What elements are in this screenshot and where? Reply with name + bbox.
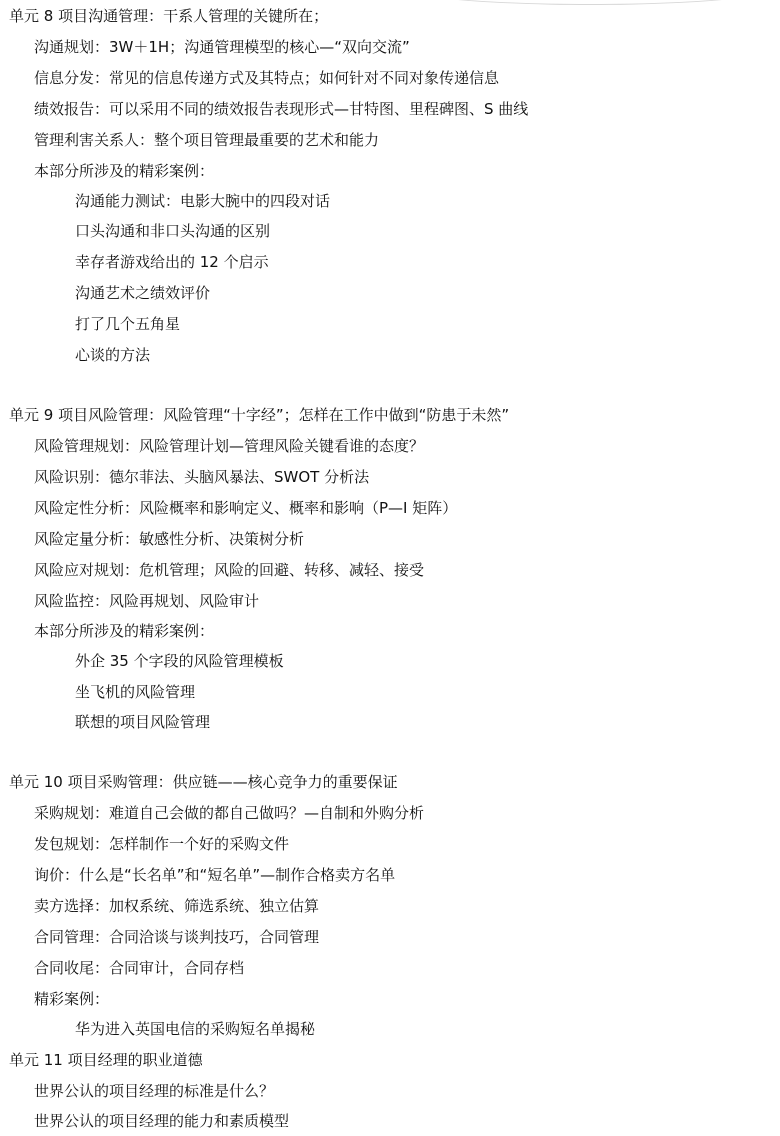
unit-item: 合同收尾：合同审计，合同存档 [34, 959, 245, 977]
unit-item: 风险定量分析：敏感性分析、决策树分析 [34, 530, 305, 548]
unit-item: 世界公认的项目经理的能力和素质模型 [34, 1112, 290, 1130]
case-item: 打了几个五角星 [75, 315, 181, 333]
unit-item: 绩效报告：可以采用不同的绩效报告表现形式—甘特图、里程碑图、S 曲线 [34, 100, 529, 118]
unit-item: 卖方选择：加权系统、筛选系统、独立估算 [34, 897, 320, 915]
case-item: 幸存者游戏给出的 12 个启示 [75, 253, 269, 271]
case-item: 口头沟通和非口头沟通的区别 [75, 222, 271, 240]
unit-item: 管理利害关系人：整个项目管理最重要的艺术和能力 [34, 131, 380, 149]
unit-item: 风险应对规划：危机管理；风险的回避、转移、减轻、接受 [34, 561, 425, 579]
unit-item: 风险管理规划：风险管理计划—管理风险关键看谁的态度？ [34, 437, 425, 455]
case-item: 坐飞机的风险管理 [75, 683, 196, 701]
case-item: 沟通艺术之绩效评价 [75, 284, 211, 302]
case-item: 外企 35 个字段的风险管理模板 [75, 652, 284, 670]
case-item: 联想的项目风险管理 [75, 713, 211, 731]
unit-item: 风险定性分析：风险概率和影响定义、概率和影响（P—I 矩阵） [34, 499, 458, 517]
case-item: 心谈的方法 [75, 346, 151, 364]
unit-item: 采购规划：难道自己会做的都自己做吗？—自制和外购分析 [34, 804, 425, 822]
case-item: 沟通能力测试：电影大腕中的四段对话 [75, 192, 331, 210]
unit-item: 世界公认的项目经理的标准是什么？ [34, 1082, 275, 1100]
unit-item: 合同管理：合同洽谈与谈判技巧，合同管理 [34, 928, 320, 946]
unit-heading: 单元 11 项目经理的职业道德 [9, 1051, 203, 1069]
unit-item: 发包规划：怎样制作一个好的采购文件 [34, 835, 290, 853]
unit-item: 信息分发：常见的信息传递方式及其特点；如何针对不同对象传递信息 [34, 69, 500, 87]
unit-item: 精彩案例： [34, 990, 110, 1008]
unit-item: 风险监控：风险再规划、风险审计 [34, 592, 260, 610]
unit-heading: 单元 8 项目沟通管理：干系人管理的关键所在； [9, 7, 329, 25]
unit-item: 本部分所涉及的精彩案例： [34, 162, 215, 180]
unit-item: 询价：什么是“长名单”和“短名单”—制作合格卖方名单 [34, 866, 396, 884]
unit-item: 风险识别：德尔菲法、头脑风暴法、SWOT 分析法 [34, 468, 370, 486]
unit-heading: 单元 9 项目风险管理：风险管理“十字经”；怎样在工作中做到“防患于未然” [9, 406, 510, 424]
unit-heading: 单元 10 项目采购管理：供应链——核心竞争力的重要保证 [9, 773, 398, 791]
case-item: 华为进入英国电信的采购短名单揭秘 [75, 1020, 316, 1038]
unit-item: 本部分所涉及的精彩案例： [34, 622, 215, 640]
unit-item: 沟通规划：3W＋1H；沟通管理模型的核心—“双向交流” [34, 38, 410, 56]
decorative-arc [380, 0, 780, 5]
